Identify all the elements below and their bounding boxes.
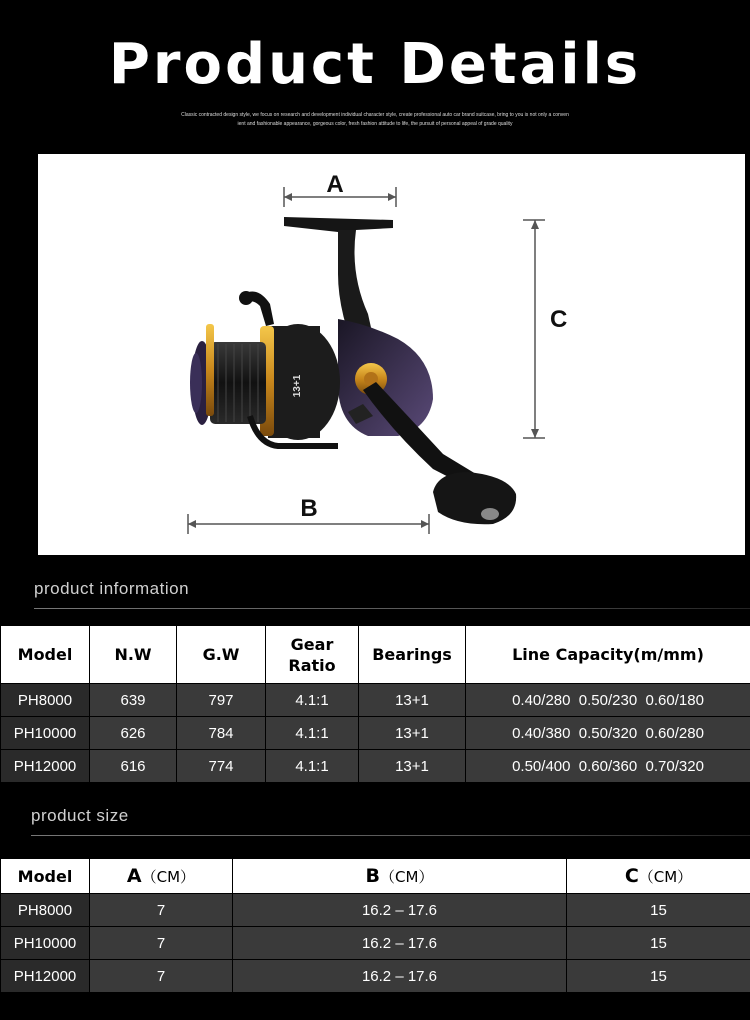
header-a bbox=[90, 859, 233, 894]
header-c bbox=[567, 859, 750, 894]
subtitle-line-1: Classic contracted design style, we focus on research and development individual character style, create professional auto car brand suitcase, bring to you is not only a conven bbox=[181, 112, 569, 118]
header-line-capacity: Line Capacity(m/mm) bbox=[466, 626, 750, 684]
header-gw: G.W bbox=[177, 626, 266, 684]
header-a-letter: A bbox=[126, 865, 142, 887]
cell-gear-ratio: 4.1:1 bbox=[266, 750, 359, 783]
header-a-unit: （CM） bbox=[141, 868, 196, 886]
fishing-reel-illustration bbox=[190, 217, 516, 524]
dimension-c bbox=[523, 220, 567, 438]
cell-model: PH8000 bbox=[1, 894, 90, 927]
cell-c: 15 bbox=[567, 960, 750, 993]
cell-a: 7 bbox=[90, 894, 233, 927]
page-title: Product Details bbox=[108, 32, 642, 97]
info-header-row bbox=[1, 626, 750, 684]
cell-gear-ratio: 4.1:1 bbox=[266, 717, 359, 750]
header-b-unit: （CM） bbox=[380, 868, 434, 886]
cell-bearings: 13+1 bbox=[359, 717, 466, 750]
table-row bbox=[1, 684, 750, 717]
dimension-a-label: A bbox=[326, 171, 344, 198]
table-row bbox=[1, 750, 750, 783]
dimension-b bbox=[188, 495, 429, 534]
product-information-table bbox=[0, 625, 750, 783]
cell-b: 16.2 – 17.6 bbox=[233, 894, 567, 927]
cell-model: PH12000 bbox=[1, 960, 90, 993]
header-model: Model bbox=[1, 859, 90, 894]
reel-dimension-diagram bbox=[38, 154, 745, 555]
cell-bearings: 13+1 bbox=[359, 684, 466, 717]
cell-b: 16.2 – 17.6 bbox=[233, 960, 567, 993]
cell-gw: 797 bbox=[177, 684, 266, 717]
product-photo bbox=[38, 154, 745, 555]
header-b-letter: B bbox=[365, 865, 381, 887]
header-gear-ratio bbox=[266, 626, 359, 684]
product-information-title: product information bbox=[34, 579, 190, 598]
cell-b: 16.2 – 17.6 bbox=[233, 927, 567, 960]
section-divider bbox=[31, 835, 750, 836]
table-row bbox=[1, 717, 750, 750]
product-size-table bbox=[0, 858, 750, 993]
cell-a: 7 bbox=[90, 960, 233, 993]
table-row bbox=[1, 960, 750, 993]
table-row bbox=[1, 894, 750, 927]
cell-line-capacity: 0.40/280 0.50/230 0.60/180 bbox=[466, 684, 750, 717]
cell-nw: 639 bbox=[90, 684, 177, 717]
reel-marking: 13+1 bbox=[292, 374, 303, 398]
header-gear-line1: Gear bbox=[290, 634, 334, 654]
section-divider bbox=[34, 608, 750, 609]
cell-model: PH10000 bbox=[1, 927, 90, 960]
cell-line-capacity: 0.50/400 0.60/360 0.70/320 bbox=[466, 750, 750, 783]
cell-c: 15 bbox=[567, 894, 750, 927]
cell-bearings: 13+1 bbox=[359, 750, 466, 783]
cell-nw: 626 bbox=[90, 717, 177, 750]
header-b bbox=[233, 859, 567, 894]
size-header-row bbox=[1, 859, 750, 894]
header-c-letter: C bbox=[624, 865, 639, 887]
header-model: Model bbox=[1, 626, 90, 684]
cell-a: 7 bbox=[90, 927, 233, 960]
header-nw: N.W bbox=[90, 626, 177, 684]
header-c-unit: （CM） bbox=[638, 868, 693, 886]
table-row bbox=[1, 927, 750, 960]
product-size-title: product size bbox=[31, 806, 129, 825]
cell-model: PH10000 bbox=[1, 717, 90, 750]
cell-nw: 616 bbox=[90, 750, 177, 783]
cell-gw: 774 bbox=[177, 750, 266, 783]
cell-line-capacity: 0.40/380 0.50/320 0.60/280 bbox=[466, 717, 750, 750]
page-subtitle bbox=[150, 111, 600, 129]
dimension-a bbox=[284, 171, 396, 207]
dimension-b-label: B bbox=[300, 495, 318, 522]
dimension-c-label: C bbox=[550, 306, 568, 333]
subtitle-line-2: ient and fashionable appearance, gorgeous color, fresh fashion attitude to life, the pursuit of personal appeal of grade quality bbox=[237, 121, 513, 127]
cell-gw: 784 bbox=[177, 717, 266, 750]
cell-model: PH12000 bbox=[1, 750, 90, 783]
cell-model: PH8000 bbox=[1, 684, 90, 717]
cell-gear-ratio: 4.1:1 bbox=[266, 684, 359, 717]
header-bearings: Bearings bbox=[359, 626, 466, 684]
header-gear-line2: Ratio bbox=[288, 655, 336, 675]
cell-c: 15 bbox=[567, 927, 750, 960]
